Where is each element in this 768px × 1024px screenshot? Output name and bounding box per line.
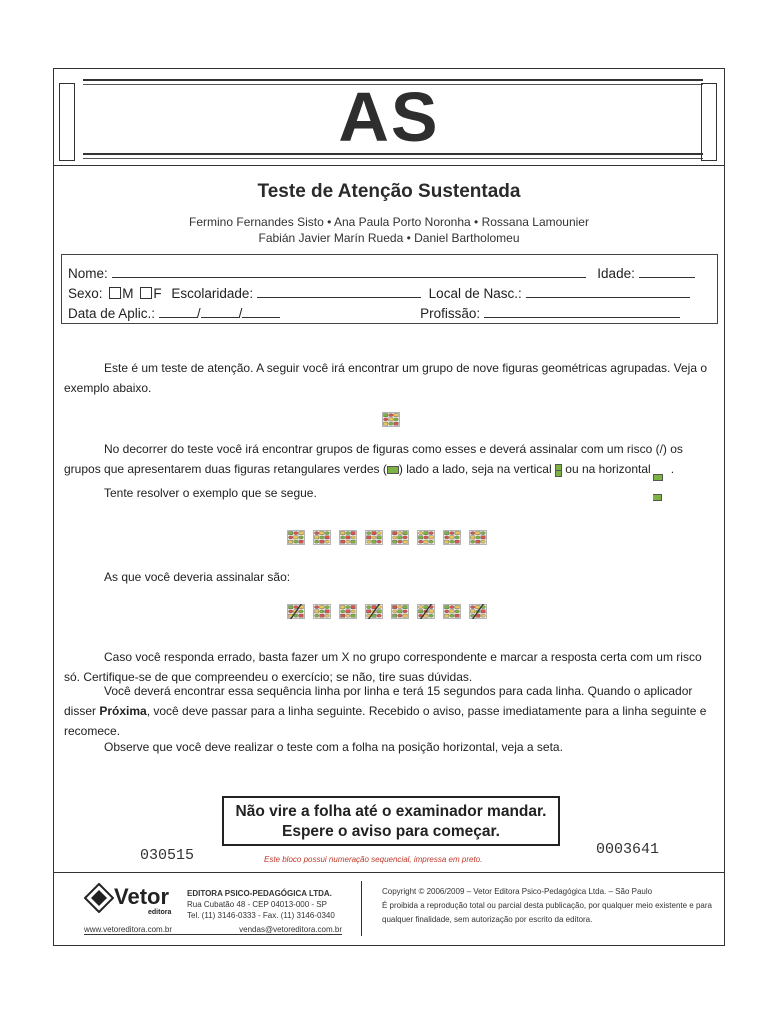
test-title: Teste de Atenção Sustentada [257,181,521,202]
date-day-field[interactable] [159,305,197,318]
serial-right: 0003641 [596,841,660,858]
birthplace-field[interactable] [526,285,690,298]
serial-left: 030515 [140,847,195,864]
figure-group-icon[interactable] [417,530,439,546]
p3-text: Tente resolver o exemplo que se segue. [104,486,317,500]
marked-figure-group-icon[interactable] [287,604,309,620]
figure-group-icon[interactable] [391,604,413,620]
figure-group-icon[interactable] [469,530,491,546]
vetor-logo [84,883,172,916]
vertical-pair-icon [555,464,562,476]
sex-m-checkbox[interactable] [109,287,121,299]
p5-text: Caso você responda errado, basta fazer um X no grupo correspondente e marcar a resposta certa com um risco só. Certifique-se de que compreendeu o exercício; se não, tire suas dúvidas. [64,650,702,684]
publisher-name: EDITORA PSICO-PEDAGÓGICA LTDA. [187,889,332,898]
p2-text-c: ou na horizontal [561,462,651,476]
instructions-paragraph-6 [64,681,714,741]
figure-group-icon[interactable] [287,530,309,546]
p6-text-a: Você deverá encontrar essa sequência linha por linha e terá 15 segundos para cada linha. Quando o aplicador disser [64,684,693,718]
footer [54,872,724,946]
sex-m-label: M [122,286,134,301]
marked-figure-group-icon[interactable] [417,604,439,620]
age-field[interactable] [639,265,695,278]
brand-sub: editora [148,909,172,916]
sequential-note: Este bloco possui numeração sequencial, impressa em preto. [264,855,483,864]
instructions-paragraph-3 [64,483,714,503]
marked-figure-group-icon[interactable] [365,604,387,620]
respondent-form [61,254,718,324]
copyright-text: Copyright © 2006/2009 – Vetor Editora Psico-Pedagógica Ltda. – São Paulo [382,887,653,896]
authors-line-1: Fermino Fernandes Sisto • Ana Paula Porto Noronha • Rossana Lamounier [189,215,589,229]
warning-box [222,796,560,846]
p4-text: As que você deveria assinalar são: [104,570,291,584]
figure-group-icon[interactable] [443,530,465,546]
figure-group-icon[interactable] [391,530,413,546]
date-sep-2: / [238,306,243,321]
instructions-paragraph-7 [64,737,714,757]
figure-group-icon[interactable] [365,530,387,546]
website-link[interactable]: www.vetoreditora.com.br [84,925,173,934]
name-field[interactable] [112,265,586,278]
figure-group-icon[interactable] [339,530,361,546]
name-label: Nome: [68,266,108,281]
schooling-field[interactable] [257,285,421,298]
green-rectangle-icon [387,466,399,474]
p2-text-b: ) lado a lado, seja na vertical [398,462,555,476]
p2-text-a: No decorrer do teste você irá encontrar grupos de figuras como esses e deverá assinalar com um risco (/) os grupos que apresentarem duas figuras retangulares verdes ( [64,442,683,476]
footer-divider [361,881,362,936]
p2-text-d: . [670,462,675,476]
figure-group-icon [382,412,396,424]
footer-links [84,925,342,935]
instructions-paragraph-2 [64,439,714,479]
p6-text-bold: Próxima [99,704,147,718]
example-row-marked [54,603,724,621]
email-link[interactable]: vendas@vetoreditora.com.br [239,925,342,934]
date-year-field[interactable] [242,305,280,318]
marked-figure-group-icon[interactable] [469,604,491,620]
header-band [54,69,724,166]
publisher-info [187,888,335,921]
single-example-figure [54,409,724,427]
schooling-label: Escolaridade: [171,286,254,301]
p6-text-c: , você deve passar para a linha seguinte. Recebido o aviso, passe imediatamente para a linha seguinte e recomece. [64,704,707,738]
publisher-address: Rua Cubatão 48 - CEP 04013-000 - SP [187,900,327,909]
authors-line-2: Fabián Javier Marín Rueda • Daniel Bartholomeu [258,231,520,245]
horizontal-pair-icon [653,467,671,473]
sex-label: Sexo: [68,286,103,301]
date-sep-1: / [196,306,201,321]
date-label: Data de Aplic.: [68,306,156,321]
p7-text: Observe que você deve realizar o teste com a folha na posição horizontal, veja a seta. [104,740,563,754]
warning-line-2: Espere o aviso para começar. [282,823,500,840]
sex-f-label: F [153,286,162,301]
publisher-phone: Tel. (11) 3146-0333 - Fax. (11) 3146-0340 [187,911,335,920]
date-month-field[interactable] [201,305,239,318]
age-label: Idade: [597,266,635,281]
test-sheet [53,68,725,946]
figure-group-icon[interactable] [339,604,361,620]
figure-group-icon[interactable] [313,604,335,620]
copyright-block [382,885,712,927]
test-code: AS [338,78,440,156]
instructions-paragraph-4 [64,567,714,587]
brand-name: Vetor [114,883,170,909]
birthplace-label: Local de Nasc.: [428,286,522,301]
rights-text: É proibida a reprodução total ou parcial desta publicação, por qualquer meio existente e para qualquer finalidade, sem autorização por escrito da editora. [382,901,712,924]
profession-label: Profissão: [420,306,481,321]
figure-group-icon[interactable] [313,530,335,546]
profession-field[interactable] [484,305,680,318]
instructions-paragraph-1 [64,358,714,398]
example-row-unmarked [54,529,724,547]
warning-line-1: Não vire a folha até o examinador mandar. [235,803,547,820]
p1-text: Este é um teste de atenção. A seguir você irá encontrar um grupo de nove figuras geométricas agrupadas. Veja o exemplo abaixo. [64,361,708,395]
vetor-diamond-icon [84,883,114,913]
sex-f-checkbox[interactable] [140,287,152,299]
figure-group-icon[interactable] [443,604,465,620]
